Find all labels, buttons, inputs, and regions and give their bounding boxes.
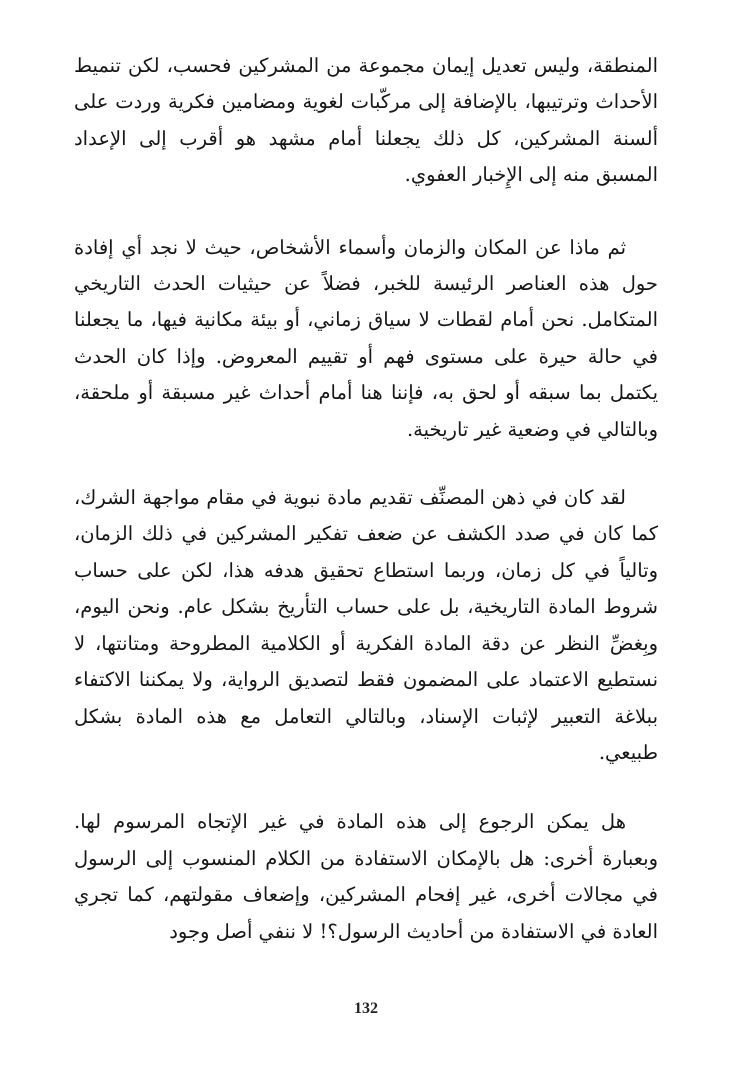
paragraph-3: لقد كان في ذهن المصنِّف تقديم مادة نبوية في مقام مواجهة الشرك، كما كان في صدد الكشف عن ضعف تفكير المشركين في ذلك الزمان، وتالياً في كل زمان، وربما استطاع تحقيق هدفه هذا، لكن على حساب شروط المادة التاريخية، بل على حساب التأريخ بشكل عام. ونحن اليوم، وبِغضِّ النظر عن دقة المادة الفكرية أو الكلامية المطروحة ومتانتها، لا نستطيع الاعتماد على المضمون فقط لتصديق الرواية، ولا يمكننا الاكتفاء ببلاغة التعبير لإثبات الإسناد، وبالتالي التعامل مع هذه المادة بشكل طبيعي.	[74, 486, 658, 764]
page-number: 132	[354, 1000, 378, 1017]
book-page	[74, 48, 658, 1038]
paragraph-4: هل يمكن الرجوع إلى هذه المادة في غير الإتجاه المرسوم لها. وبعبارة أخرى: هل بالإمكان الاستفادة من الكلام المنسوب إلى الرسول في مجالات أخرى، غير إفحام المشركين، وإضعاف مقولتهم، كما تجري العادة في الاستفادة من أحاديث الرسول؟! لا ننفي أصل وجود	[74, 810, 658, 943]
paragraph-2: ثم ماذا عن المكان والزمان وأسماء الأشخاص، حيث لا نجد أي إفادة حول هذه العناصر الرئيسة للخبر، فضلاً عن حيثيات الحدث التاريخي المتكامل. نحن أمام لقطات لا سياق زماني، أو بيئة مكانية فيها، ما يجعلنا في حالة حيرة على مستوى فهم أو تقييم المعروض. وإذا كان الحدث يكتمل بما سبقه أو لحق به، فإننا هنا أمام أحداث غير مسبقة أو ملحقة، وبالتالي في وضعية غير تاريخية.	[74, 235, 658, 441]
paragraph-1: المنطقة، وليس تعديل إيمان مجموعة من المشركين فحسب، لكن تنميط الأحداث وترتيبها، بالإضافة إلى مركّبات لغوية ومضامين فكرية وردت على ألسنة المشركين، كل ذلك يجعلنا أمام مشهد هو أقرب إلى الإعداد المسبق منه إلى الإِخبار العفوي.	[74, 54, 658, 187]
